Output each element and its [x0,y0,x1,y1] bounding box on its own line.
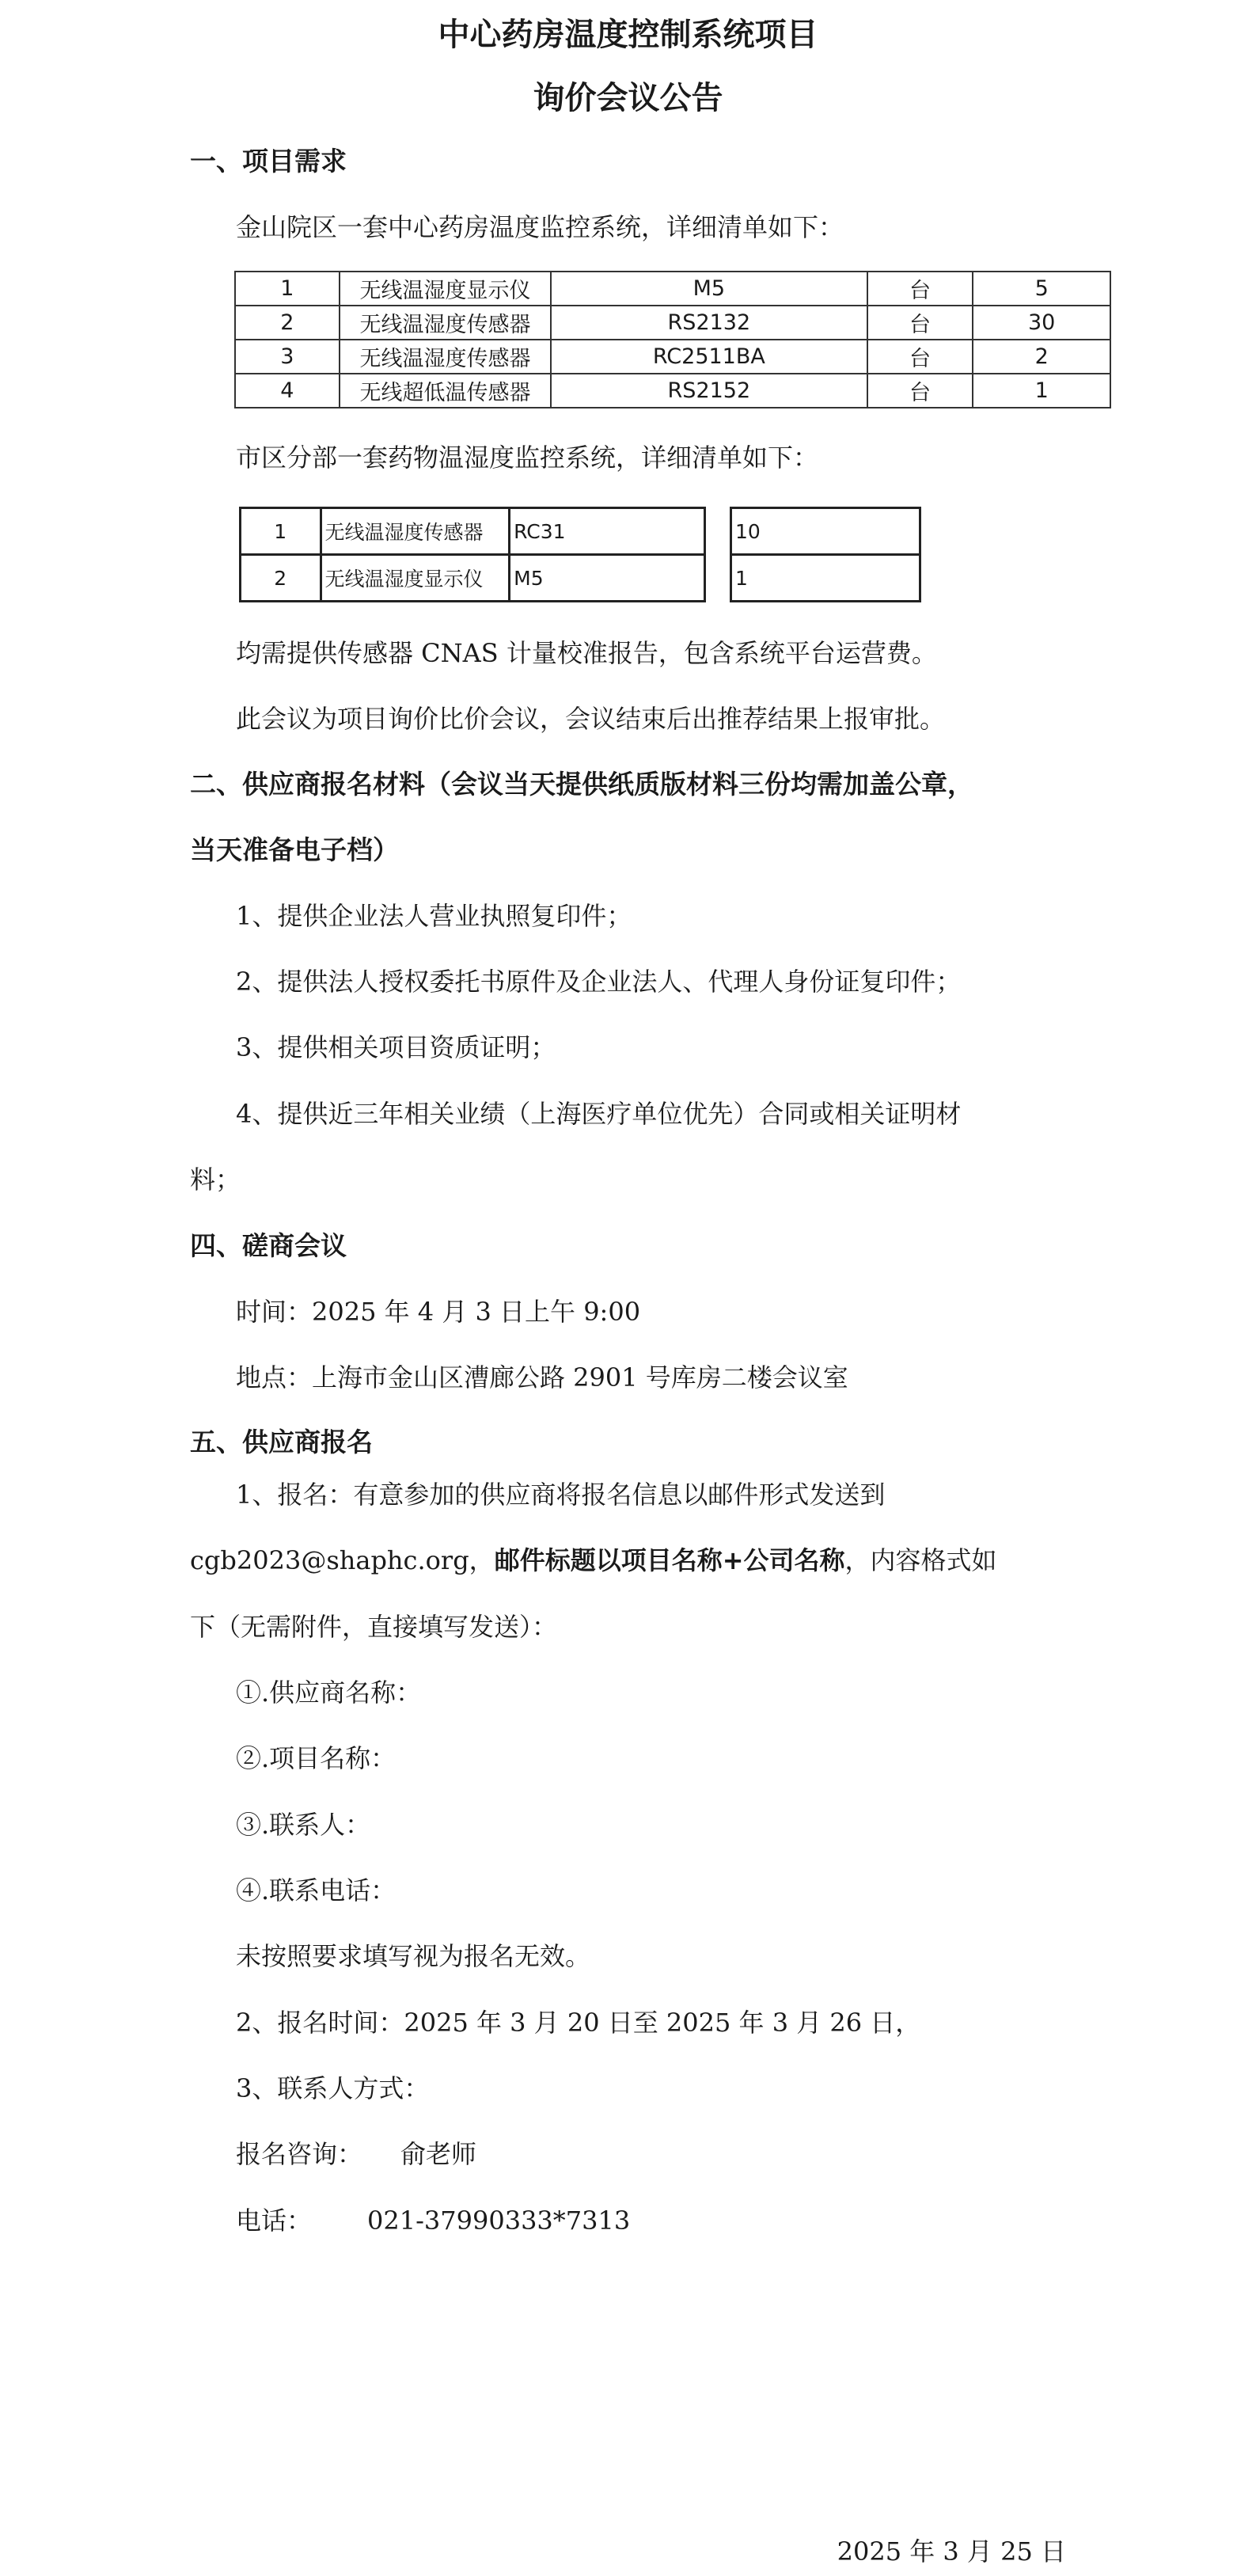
registration-line-3: 下（无需附件，直接填写发送）： [190,1612,558,1642]
intro-urban: 市区分部一套药物温湿度监控系统，详细清单如下： [236,443,819,473]
table-cell: 10 [731,508,920,555]
table-cell: 1 [241,508,321,555]
table-row [235,272,1110,306]
section-heading-materials: 二、供应商报名材料（会议当天提供纸质版材料三份均需加盖公章， [190,769,973,800]
consult-label: 报名咨询： [236,2139,363,2169]
meeting-time: 时间：2025 年 4 月 3 日上午 9:00 [236,1297,641,1327]
table-cell: 无线温湿度传感器 [340,306,551,340]
section-heading-registration: 五、供应商报名 [190,1427,373,1457]
contact-heading: 3、联系人方式： [236,2073,430,2103]
table-cell: RC31 [510,508,705,555]
table-row [731,508,920,555]
table-cell: RS2132 [551,306,867,340]
equipment-table-jinshan [234,271,1111,408]
table-cell: 2 [241,555,321,602]
table-cell: 1 [973,374,1110,408]
table-cell: 台 [867,272,973,306]
registration-line-2 [190,1541,997,1577]
cnas-note: 均需提供传感器 CNAS 计量校准报告，包含系统平台运营费。 [236,638,937,668]
table-row [235,340,1110,374]
table-cell: 台 [867,374,973,408]
table-cell: 30 [973,306,1110,340]
field-contact: ③.联系人： [236,1810,371,1840]
table-row [731,555,920,602]
table-cell: 台 [867,306,973,340]
table-cell: 2 [973,340,1110,374]
page-subtitle: 询价会议公告 [533,80,723,116]
phone-line [236,2201,630,2237]
table-cell: 无线温湿度传感器 [340,340,551,374]
field-supplier-name: ①.供应商名称： [236,1677,422,1708]
table-cell: M5 [551,272,867,306]
meeting-place: 地点：上海市金山区漕廊公路 2901 号库房二楼会议室 [236,1362,848,1392]
table-cell: 1 [235,272,340,306]
page-title: 中心药房温度控制系统项目 [438,17,818,53]
table-row [241,508,705,555]
table-cell: 无线温湿度显示仪 [340,272,551,306]
table-cell: RS2152 [551,374,867,408]
field-project-name: ②.项目名称： [236,1743,397,1773]
table-cell: 无线温湿度显示仪 [321,555,510,602]
phone-label: 电话： [236,2206,313,2236]
table-cell: 3 [235,340,340,374]
material-item-2: 2、提供法人授权委托书原件及企业法人、代理人身份证复印件； [236,967,962,997]
field-phone: ④.联系电话： [236,1875,397,1905]
table-cell: 2 [235,306,340,340]
table-row [241,555,705,602]
table-cell: 1 [731,555,920,602]
registration-subject-rule: 邮件标题以项目名称+公司名称 [494,1545,845,1575]
material-item-4-cont: 料； [190,1165,241,1195]
table-cell: 无线温湿度传感器 [321,508,510,555]
notice-date: 2025 年 3 月 25 日 [837,2536,1066,2567]
intro-jinshan: 金山院区一套中心药房温度监控系统，详细清单如下： [236,212,844,242]
table-cell: 4 [235,374,340,408]
table-cell: M5 [510,555,705,602]
phone-number: 021-37990333*7313 [367,2206,631,2236]
registration-email: cgb2023@shaphc.org， [190,1545,495,1575]
table-cell: RC2511BA [551,340,867,374]
table-row [235,306,1110,340]
material-item-1: 1、提供企业法人营业执照复印件； [236,901,632,931]
table-cell: 无线超低温传感器 [340,374,551,408]
material-item-4: 4、提供近三年相关业绩（上海医疗单位优先）合同或相关证明材 [236,1099,962,1129]
material-item-3: 3、提供相关项目资质证明； [236,1032,556,1062]
meeting-note: 此会议为项目询价比价会议，会议结束后出推荐结果上报审批。 [236,704,946,734]
consult-name: 俞老师 [400,2139,477,2169]
table-cell: 5 [973,272,1110,306]
registration-time: 2、报名时间：2025 年 3 月 20 日至 2025 年 3 月 26 日， [236,2008,921,2038]
quantity-table-urban [730,507,921,602]
section-heading-meeting: 四、磋商会议 [190,1230,347,1261]
section-heading-materials-cont: 当天准备电子档） [190,834,399,865]
registration-line-1: 1、报名：有意参加的供应商将报名信息以邮件形式发送到 [236,1480,886,1510]
consult-line [236,2134,476,2171]
equipment-table-urban [239,507,706,602]
invalid-note: 未按照要求填写视为报名无效。 [236,1941,591,1971]
table-cell: 台 [867,340,973,374]
section-heading-requirements: 一、项目需求 [190,146,347,177]
registration-format-tail: ，内容格式如 [844,1545,997,1575]
table-row [235,374,1110,408]
